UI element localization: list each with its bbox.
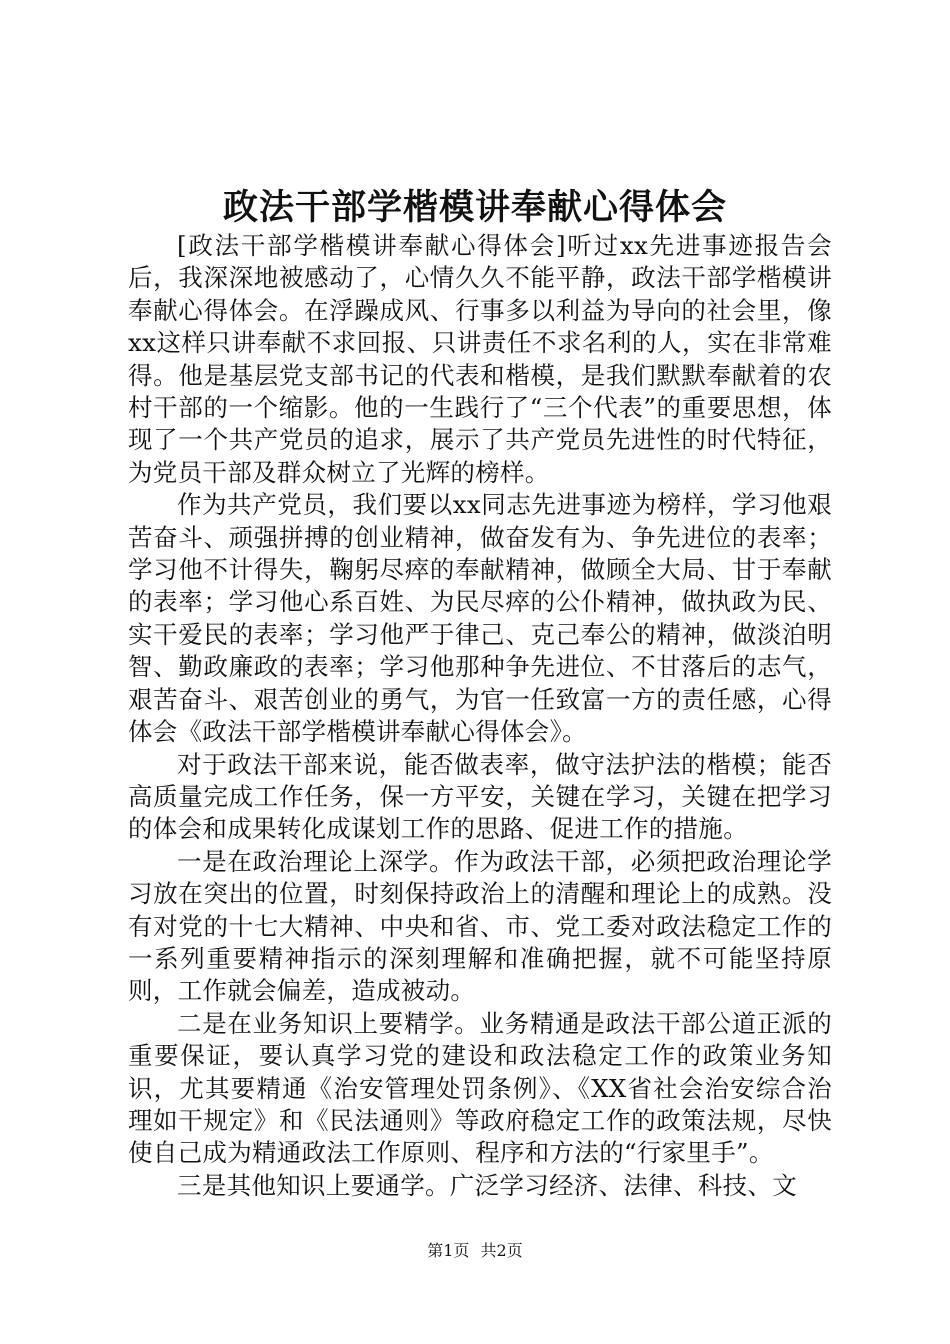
paragraph-political-theory: 一是在政治理论上深学。作为政法干部，必须把政治理论学习放在突出的位置，时刻保持政治上的清醒和理论上的成熟。没有对党的十七大精神、中央和省、市、党工委对政法稳定工作的一系列重要精神指示的深刻理解和准确把握，就不可能坚持原则，工作就会偏差，造成被动。 <box>128 846 832 1006</box>
page-total: 共2页 <box>480 1241 523 1260</box>
paragraph-significance: 对于政法干部来说，能否做表率，做守法护法的楷模；能否高质量完成工作任务，保一方平安，关键在学习，关键在把学习的体会和成果转化成谋划工作的思路、促进工作的措施。 <box>128 749 832 844</box>
page-number: 第1页 <box>427 1241 470 1260</box>
paragraph-professional-knowledge: 二是在业务知识上要精学。业务精通是政法干部公道正派的重要保证，要认真学习党的建设和政法稳定工作的政策业务知识，尤其要精通《治安管理处罚条例》、《XX省社会治安综合治理如干规定》和《民法通则》等政府稳定工作的政策法规，尽快使自己成为精通政法工作原则、程序和方法的“行家里手”。 <box>128 1008 832 1168</box>
paragraph-other-knowledge: 三是其他知识上要通学。广泛学习经济、法律、科技、文 <box>177 1170 797 1200</box>
page-footer <box>0 1240 950 1262</box>
paragraph-intro: [政法干部学楷模讲奉献心得体会]听过xx先进事迹报告会后，我深深地被感动了，心情久久不能平静，政法干部学楷模讲奉献心得体会。在浮躁成风、行事多以利益为导向的社会里，像xx这样只讲奉献不求回报、只讲责任不求名利的人，实在非常难得。他是基层党支部书记的代表和楷模，是我们默默奉献着的农村干部的一个缩影。他的一生践行了“三个代表”的重要思想，体现了一个共产党员的追求，展示了共产党员先进性的时代特征，为党员干部及群众树立了光辉的榜样。 <box>128 231 832 487</box>
document-body <box>128 230 832 1202</box>
paragraph-role-model: 作为共产党员，我们要以xx同志先进事迹为榜样，学习他艰苦奋斗、顽强拼搏的创业精神，做奋发有为、争先进位的表率；学习他不计得失，鞠躬尽瘁的奉献精神，做顾全大局、甘于奉献的表率；学习他心系百姓、为民尽瘁的公仆精神，做执政为民、实干爱民的表率；学习他严于律己、克己奉公的精神，做淡泊明智、勤政廉政的表率；学习他那种争先进位、不甘落后的志气，艰苦奋斗、艰苦创业的勇气，为官一任致富一方的责任感，心得体会《政法干部学楷模讲奉献心得体会》。 <box>128 490 832 747</box>
document-title: 政法干部学楷模讲奉献心得体会 <box>222 187 727 228</box>
